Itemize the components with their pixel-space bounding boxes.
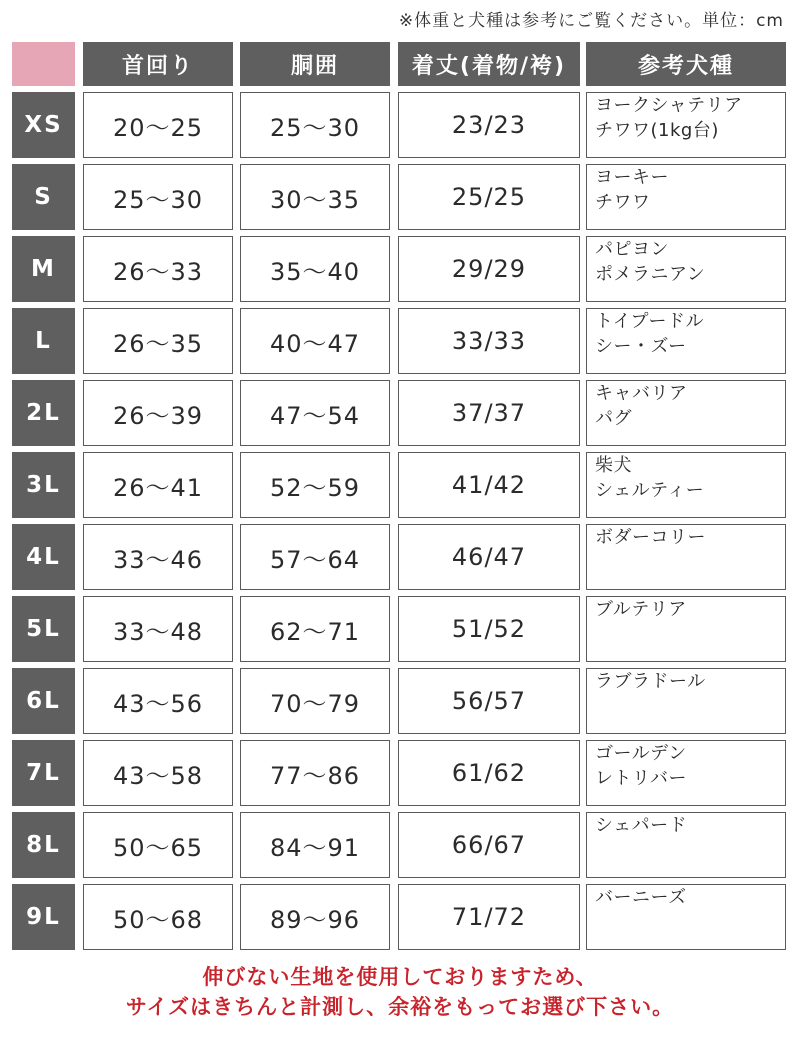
breed-value: [586, 452, 786, 518]
table-row: [12, 596, 788, 662]
breed-line: ヨーキー: [595, 167, 669, 188]
chest-value: 89〜96: [240, 884, 390, 950]
neck-value: 20〜25: [83, 92, 233, 158]
size-label: 8L: [12, 812, 75, 878]
header-neck: 首回り: [83, 42, 233, 86]
breed-value: [586, 92, 786, 158]
neck-value: 43〜58: [83, 740, 233, 806]
breed-value: [586, 596, 786, 662]
neck-value: 43〜56: [83, 668, 233, 734]
table-row: [12, 380, 788, 446]
chest-value: 84〜91: [240, 812, 390, 878]
chest-value: 57〜64: [240, 524, 390, 590]
size-label: 4L: [12, 524, 75, 590]
breed-line: チワワ(1kg台): [595, 120, 719, 141]
header-corner-swatch: [12, 42, 75, 86]
table-row: [12, 884, 788, 950]
breed-line: バーニーズ: [595, 887, 687, 908]
breed-line: トイプードル: [595, 311, 705, 332]
neck-value: 50〜65: [83, 812, 233, 878]
neck-value: 25〜30: [83, 164, 233, 230]
length-value: 33/33: [398, 308, 580, 374]
table-row: [12, 92, 788, 158]
length-value: 61/62: [398, 740, 580, 806]
sizing-advice: [0, 962, 800, 1022]
chest-value: 40〜47: [240, 308, 390, 374]
length-value: 56/57: [398, 668, 580, 734]
length-value: 23/23: [398, 92, 580, 158]
breed-line: チワワ: [595, 192, 651, 213]
size-label: M: [12, 236, 75, 302]
table-row: [12, 740, 788, 806]
length-value: 66/67: [398, 812, 580, 878]
table-row: [12, 164, 788, 230]
size-label: XS: [12, 92, 75, 158]
chest-value: 35〜40: [240, 236, 390, 302]
breed-line: パグ: [595, 408, 632, 429]
breed-line: シェルティー: [595, 480, 705, 501]
length-value: 46/47: [398, 524, 580, 590]
neck-value: 26〜35: [83, 308, 233, 374]
neck-value: 26〜39: [83, 380, 233, 446]
length-value: 51/52: [398, 596, 580, 662]
breed-value: [586, 740, 786, 806]
chest-value: 77〜86: [240, 740, 390, 806]
breed-value: [586, 380, 786, 446]
breed-value: [586, 164, 786, 230]
neck-value: 33〜46: [83, 524, 233, 590]
table-row: [12, 308, 788, 374]
breed-value: [586, 524, 786, 590]
table-row: [12, 812, 788, 878]
chest-value: 70〜79: [240, 668, 390, 734]
table-body: [12, 92, 788, 950]
length-value: 37/37: [398, 380, 580, 446]
size-label: 7L: [12, 740, 75, 806]
header-breed: 参考犬種: [586, 42, 786, 86]
breed-line: 柴犬: [595, 455, 632, 476]
breed-line: ポメラニアン: [595, 264, 706, 285]
table-row: [12, 668, 788, 734]
chest-value: 30〜35: [240, 164, 390, 230]
breed-line: ボダーコリー: [595, 527, 706, 548]
size-chart-note: ※体重と犬種は参考にご覧ください。単位：cm: [398, 11, 784, 31]
breed-line: ブルテリア: [595, 599, 687, 620]
breed-line: シェパード: [595, 815, 688, 836]
neck-value: 26〜41: [83, 452, 233, 518]
sizing-advice-line-2: サイズはきちんと計測し、余裕をもってお選び下さい。: [125, 995, 675, 1019]
chest-value: 52〜59: [240, 452, 390, 518]
size-label: 6L: [12, 668, 75, 734]
length-value: 29/29: [398, 236, 580, 302]
size-label: 2L: [12, 380, 75, 446]
header-length: 着丈(着物/袴): [398, 42, 580, 86]
size-chart-table: [12, 42, 788, 956]
size-label: S: [12, 164, 75, 230]
table-row: [12, 452, 788, 518]
chest-value: 47〜54: [240, 380, 390, 446]
table-header-row: [12, 42, 788, 86]
neck-value: 50〜68: [83, 884, 233, 950]
length-value: 25/25: [398, 164, 580, 230]
breed-value: [586, 812, 786, 878]
breed-value: [586, 884, 786, 950]
breed-line: ラブラドール: [595, 671, 706, 692]
breed-line: ゴールデン: [595, 743, 687, 764]
neck-value: 26〜33: [83, 236, 233, 302]
length-value: 71/72: [398, 884, 580, 950]
header-chest: 胴囲: [240, 42, 390, 86]
breed-line: レトリバー: [595, 768, 687, 789]
size-label: 5L: [12, 596, 75, 662]
chest-value: 25〜30: [240, 92, 390, 158]
size-label: 3L: [12, 452, 75, 518]
table-row: [12, 236, 788, 302]
breed-line: キャバリア: [595, 383, 688, 404]
sizing-advice-line-1: 伸びない生地を使用しておりますため、: [202, 965, 598, 989]
breed-line: ヨークシャテリア: [595, 95, 743, 116]
breed-line: シー・ズー: [595, 336, 687, 357]
chest-value: 62〜71: [240, 596, 390, 662]
length-value: 41/42: [398, 452, 580, 518]
breed-value: [586, 668, 786, 734]
size-label: 9L: [12, 884, 75, 950]
breed-line: パピヨン: [595, 239, 669, 260]
table-row: [12, 524, 788, 590]
breed-value: [586, 236, 786, 302]
neck-value: 33〜48: [83, 596, 233, 662]
size-label: L: [12, 308, 75, 374]
breed-value: [586, 308, 786, 374]
